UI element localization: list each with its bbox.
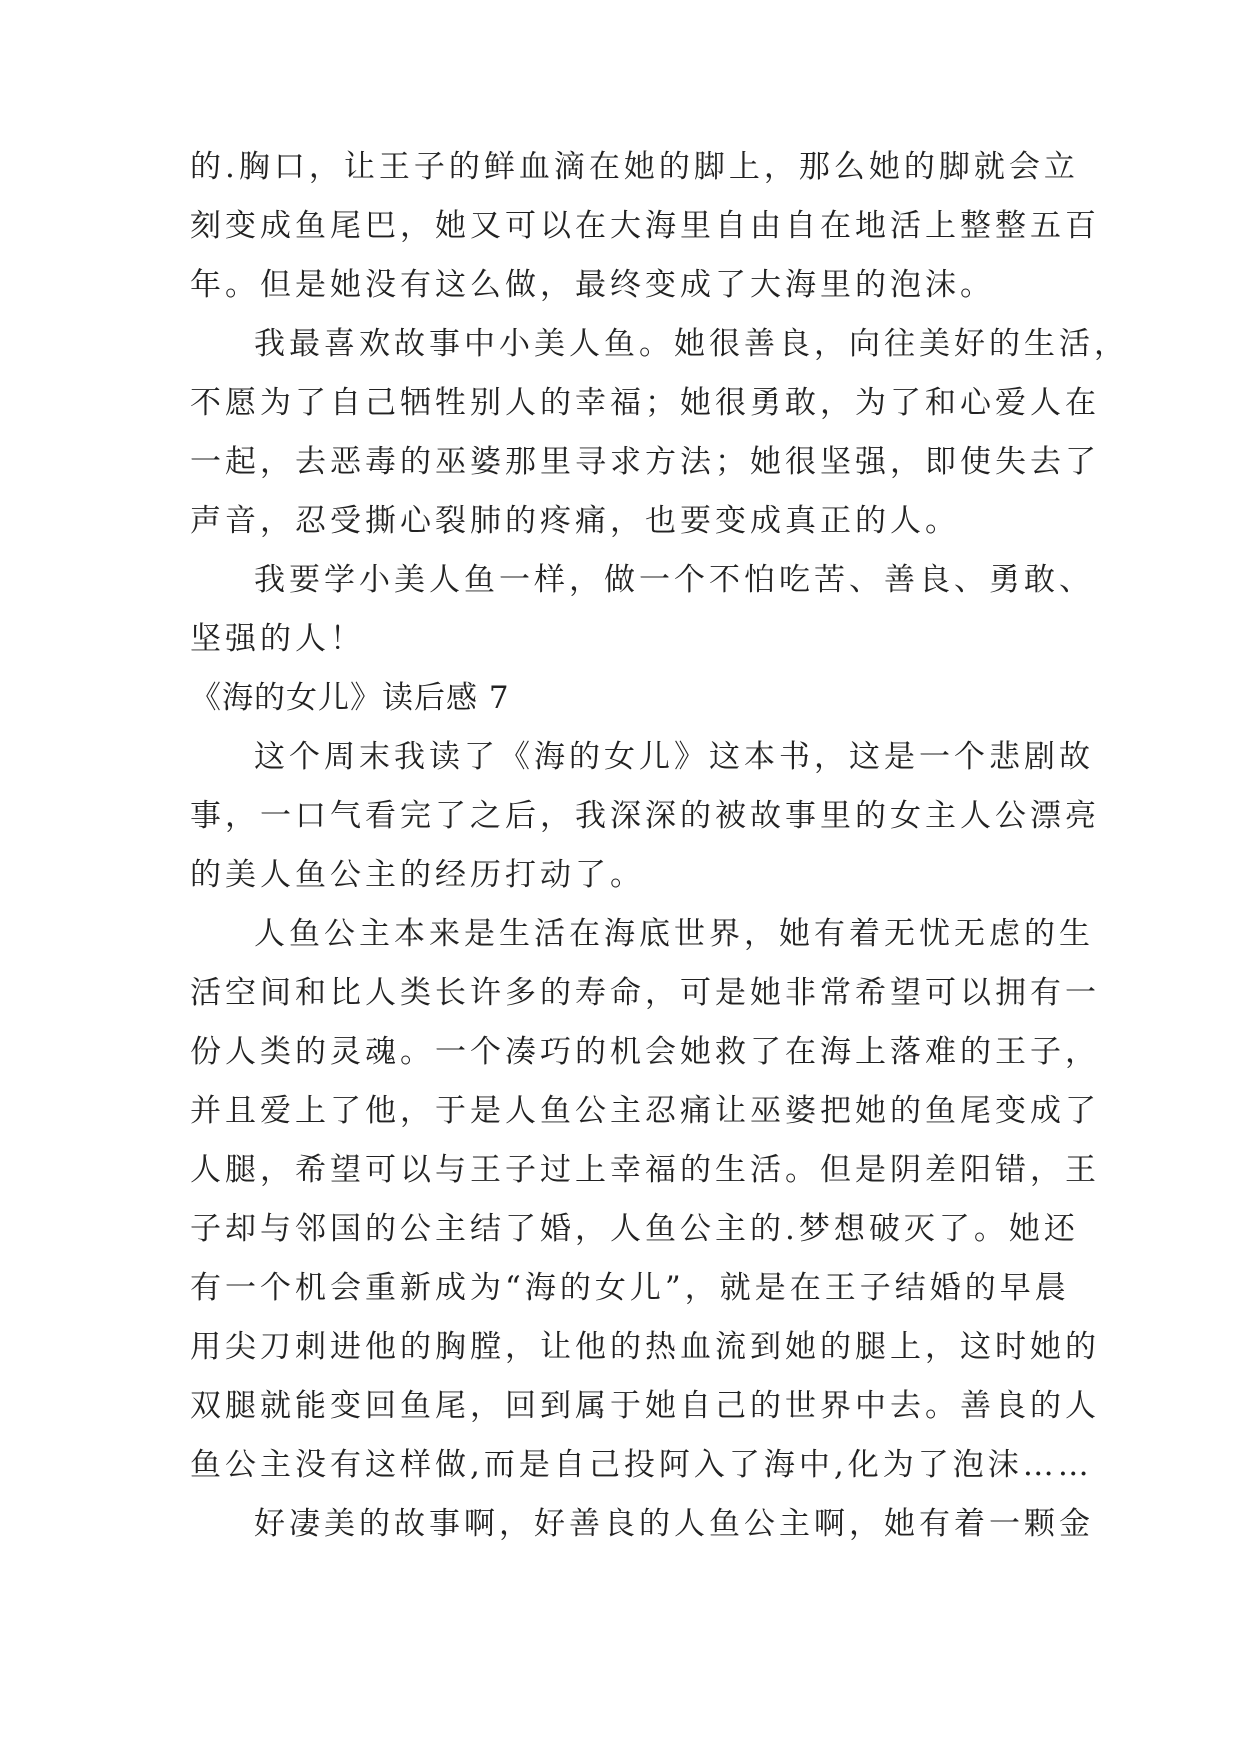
text-line: 的美人鱼公主的经历打动了。 <box>190 857 645 893</box>
paragraph-start-line: 我最喜欢故事中小美人鱼。她很善良，向往美好的生活， <box>254 326 1129 362</box>
text-line: 声音，忍受撕心裂肺的疼痛，也要变成真正的人。 <box>190 503 960 539</box>
paragraph-start-line: 好凄美的故事啊，好善良的人鱼公主啊，她有着一颗金 <box>254 1506 1094 1542</box>
text-line: 有一个机会重新成为“海的女儿”，就是在王子结婚的早晨 <box>190 1270 1070 1306</box>
text-line: 活空间和比人类长许多的寿命，可是她非常希望可以拥有一 <box>190 975 1100 1011</box>
text-line: 双腿就能变回鱼尾，回到属于她自己的世界中去。善良的人 <box>190 1388 1100 1424</box>
paragraph-start-line: 我要学小美人鱼一样，做一个不怕吃苦、善良、勇敢、 <box>254 562 1094 598</box>
text-line: 不愿为了自己牺牲别人的幸福；她很勇敢，为了和心爱人在 <box>190 385 1100 421</box>
section-heading: 《海的女儿》读后感 7 <box>190 680 510 716</box>
text-line: 年。但是她没有这么做，最终变成了大海里的泡沫。 <box>190 267 995 303</box>
text-line: 的.胸口，让王子的鲜血滴在她的脚上，那么她的脚就会立 <box>190 149 1079 185</box>
text-line: 人腿，希望可以与王子过上幸福的生活。但是阴差阳错，王 <box>190 1152 1100 1188</box>
text-line: 鱼公主没有这样做,而是自己投阿入了海中,化为了泡沫…… <box>190 1447 1093 1483</box>
text-line: 子却与邻国的公主结了婚，人鱼公主的.梦想破灭了。她还 <box>190 1211 1079 1247</box>
paragraph-start-line: 这个周末我读了《海的女儿》这本书，这是一个悲剧故 <box>254 739 1094 775</box>
document-body <box>190 138 1129 1554</box>
text-line: 一起，去恶毒的巫婆那里寻求方法；她很坚强，即使失去了 <box>190 444 1100 480</box>
text-line: 事，一口气看完了之后，我深深的被故事里的女主人公漂亮 <box>190 798 1100 834</box>
text-line: 份人类的灵魂。一个凑巧的机会她救了在海上落难的王子， <box>190 1034 1100 1070</box>
paragraph-start-line: 人鱼公主本来是生活在海底世界，她有着无忧无虑的生 <box>254 916 1094 952</box>
text-line: 刻变成鱼尾巴，她又可以在大海里自由自在地活上整整五百 <box>190 208 1100 244</box>
text-line: 并且爱上了他，于是人鱼公主忍痛让巫婆把她的鱼尾变成了 <box>190 1093 1100 1129</box>
text-line: 坚强的人！ <box>190 621 365 657</box>
text-line: 用尖刀刺进他的胸膛，让他的热血流到她的腿上，这时她的 <box>190 1329 1100 1365</box>
